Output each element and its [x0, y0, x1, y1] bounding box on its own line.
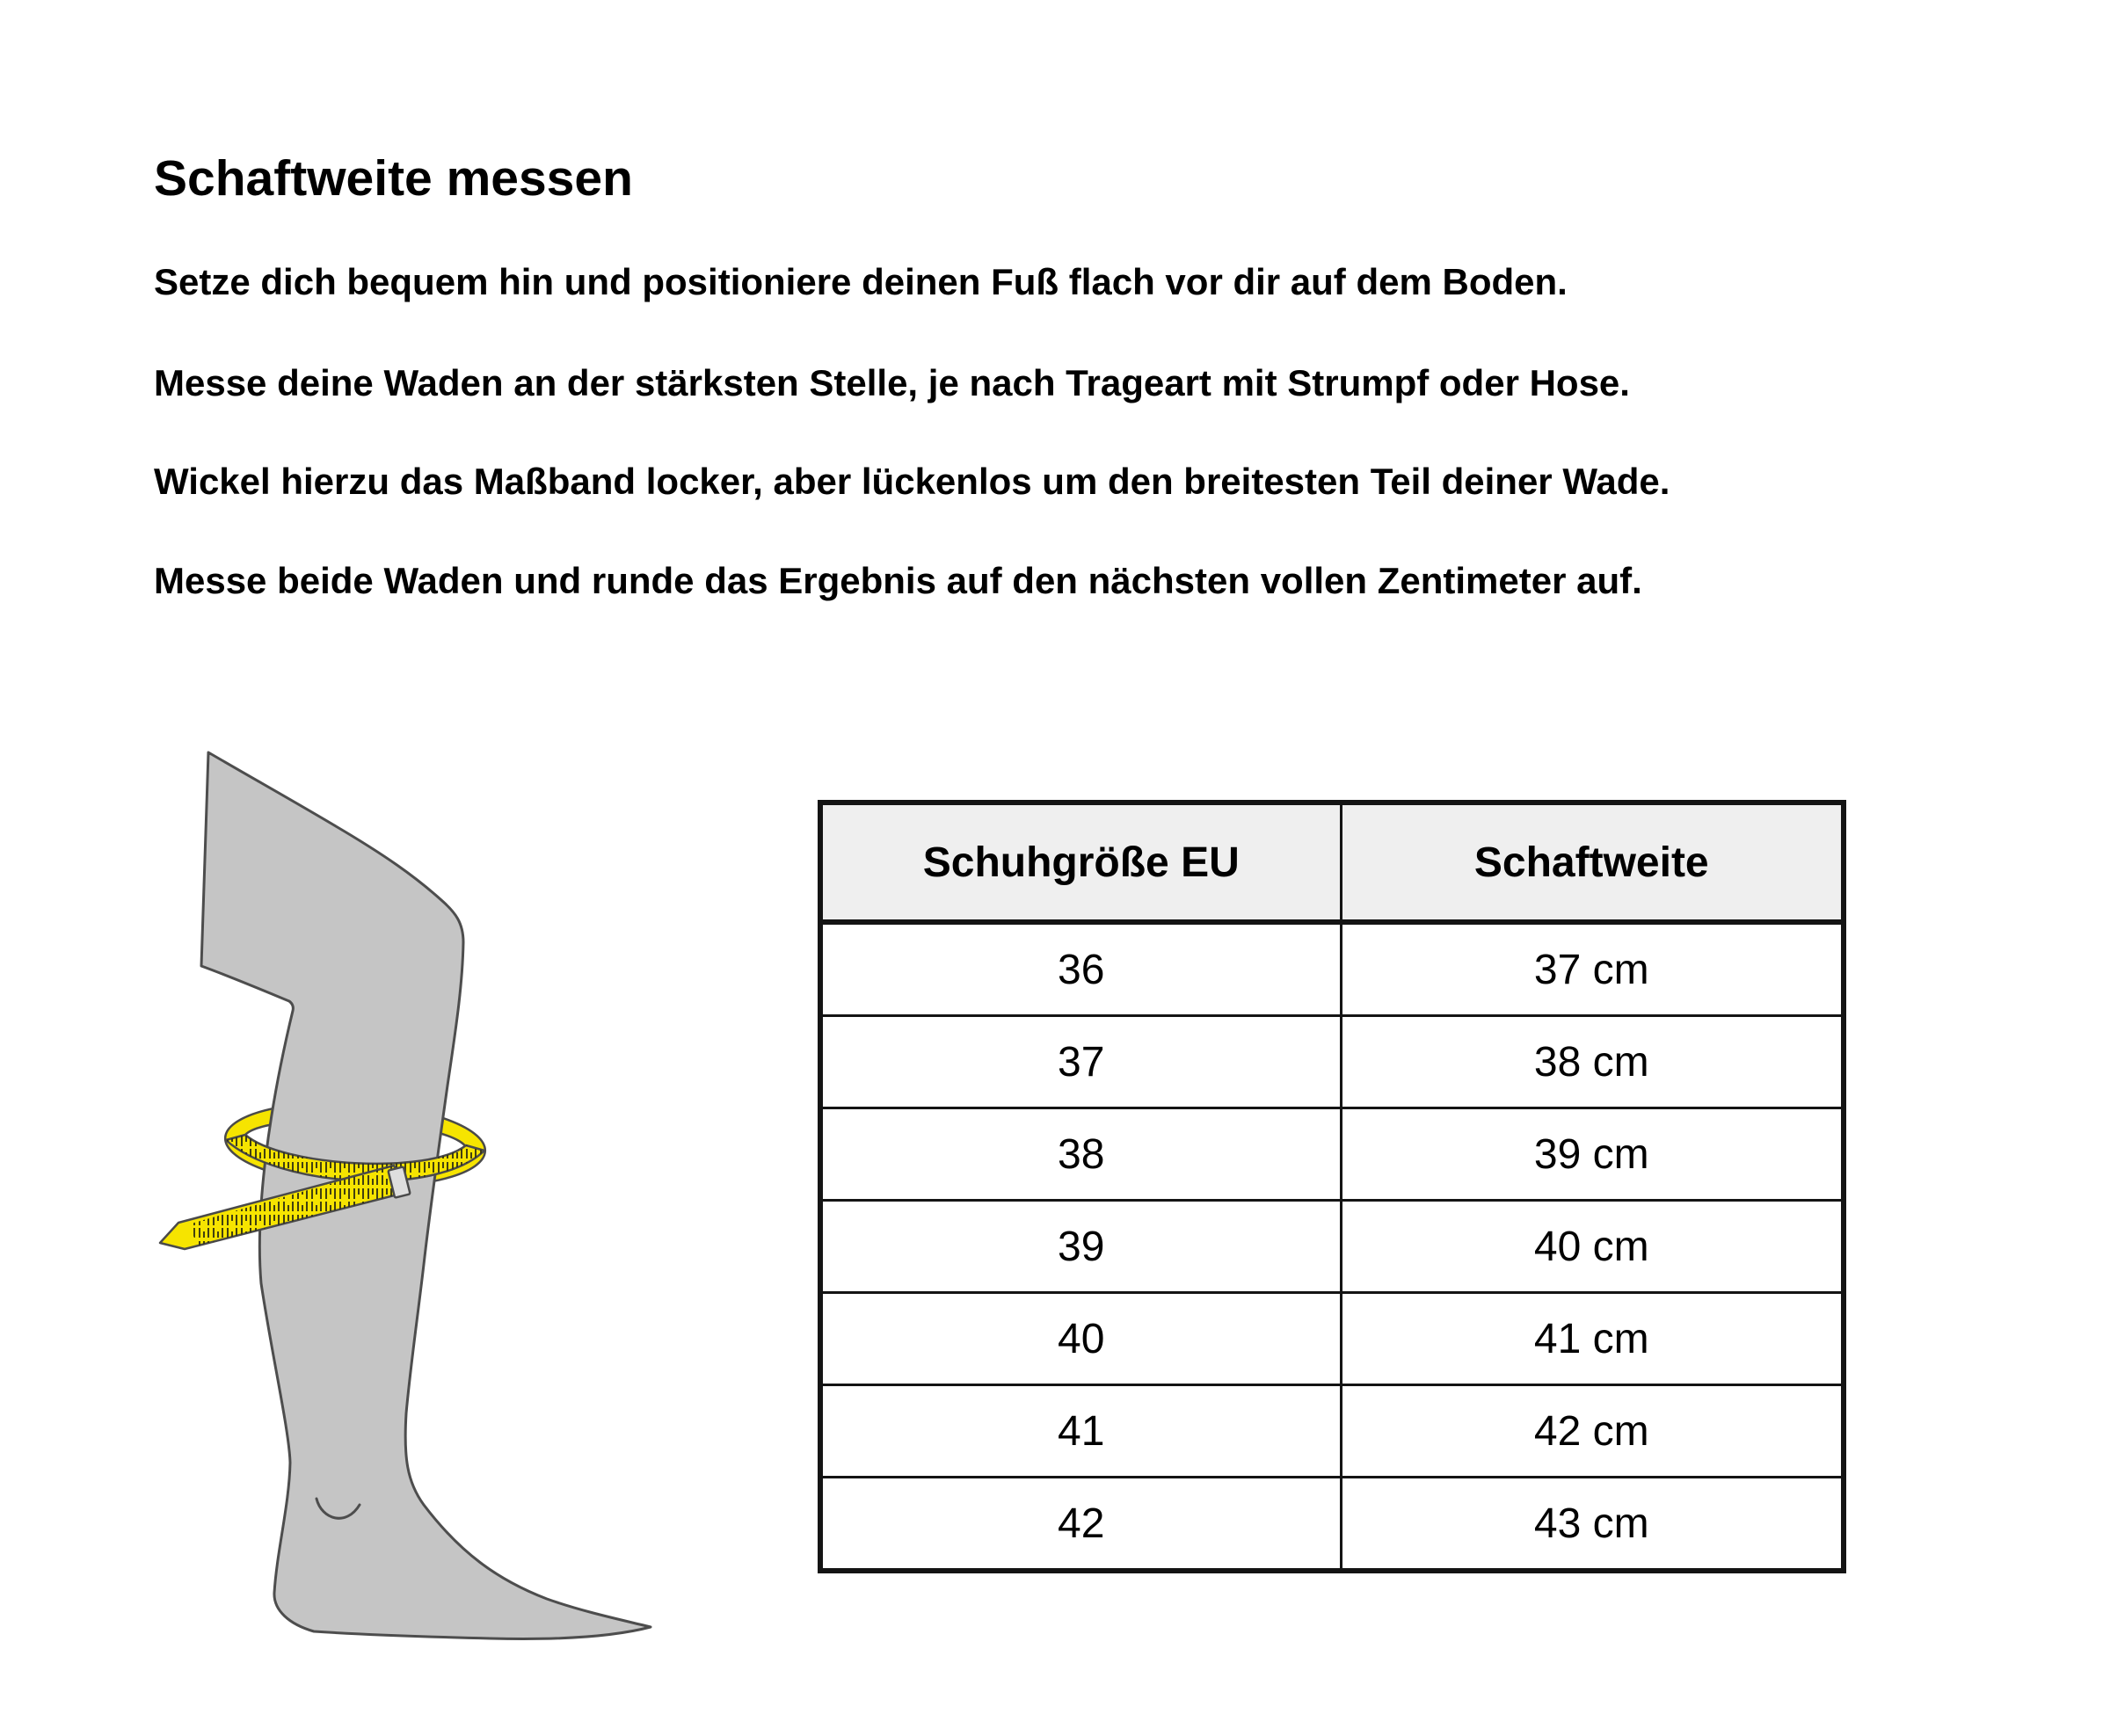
table-row [820, 1201, 1844, 1293]
page-title: Schaftweite messen [154, 150, 633, 207]
shaft-width-cell: 43 cm [1341, 1478, 1844, 1572]
col-header-shaft-width: Schaftweite [1341, 803, 1844, 922]
shoe-size-cell: 39 [820, 1201, 1341, 1293]
table-row [820, 922, 1844, 1016]
instruction-line-4: Messe beide Waden und runde das Ergebnis auf den nächsten vollen Zentimeter auf. [154, 560, 1642, 601]
table-row [820, 1478, 1844, 1572]
table-row [820, 1016, 1844, 1108]
shaft-width-cell: 39 cm [1341, 1108, 1844, 1201]
instruction-line-3: Wickel hierzu das Maßband locker, aber lückenlos um den breitesten Teil deiner Wade. [154, 461, 1670, 502]
shoe-size-cell: 41 [820, 1385, 1341, 1478]
shaft-width-cell: 41 cm [1341, 1293, 1844, 1385]
leg-measurement-illustration-icon [123, 721, 686, 1705]
shoe-size-cell: 40 [820, 1293, 1341, 1385]
shoe-size-cell: 36 [820, 922, 1341, 1016]
size-table-header-row [820, 803, 1844, 922]
size-table [818, 800, 1846, 1573]
shaft-width-cell: 42 cm [1341, 1385, 1844, 1478]
shoe-size-cell: 38 [820, 1108, 1341, 1201]
instruction-line-1: Setze dich bequem hin und positioniere deinen Fuß flach vor dir auf dem Boden. [154, 261, 1568, 302]
shaft-width-cell: 40 cm [1341, 1201, 1844, 1293]
shaft-width-cell: 38 cm [1341, 1016, 1844, 1108]
table-row [820, 1293, 1844, 1385]
leg-shape [201, 752, 651, 1638]
table-row [820, 1108, 1844, 1201]
instruction-line-2: Messe deine Waden an der stärksten Stelle, je nach Trageart mit Strumpf oder Hose. [154, 362, 1630, 403]
shaft-width-cell: 37 cm [1341, 922, 1844, 1016]
shoe-size-cell: 37 [820, 1016, 1341, 1108]
shoe-size-cell: 42 [820, 1478, 1341, 1572]
table-row [820, 1385, 1844, 1478]
col-header-shoe-size: Schuhgröße EU [820, 803, 1341, 922]
